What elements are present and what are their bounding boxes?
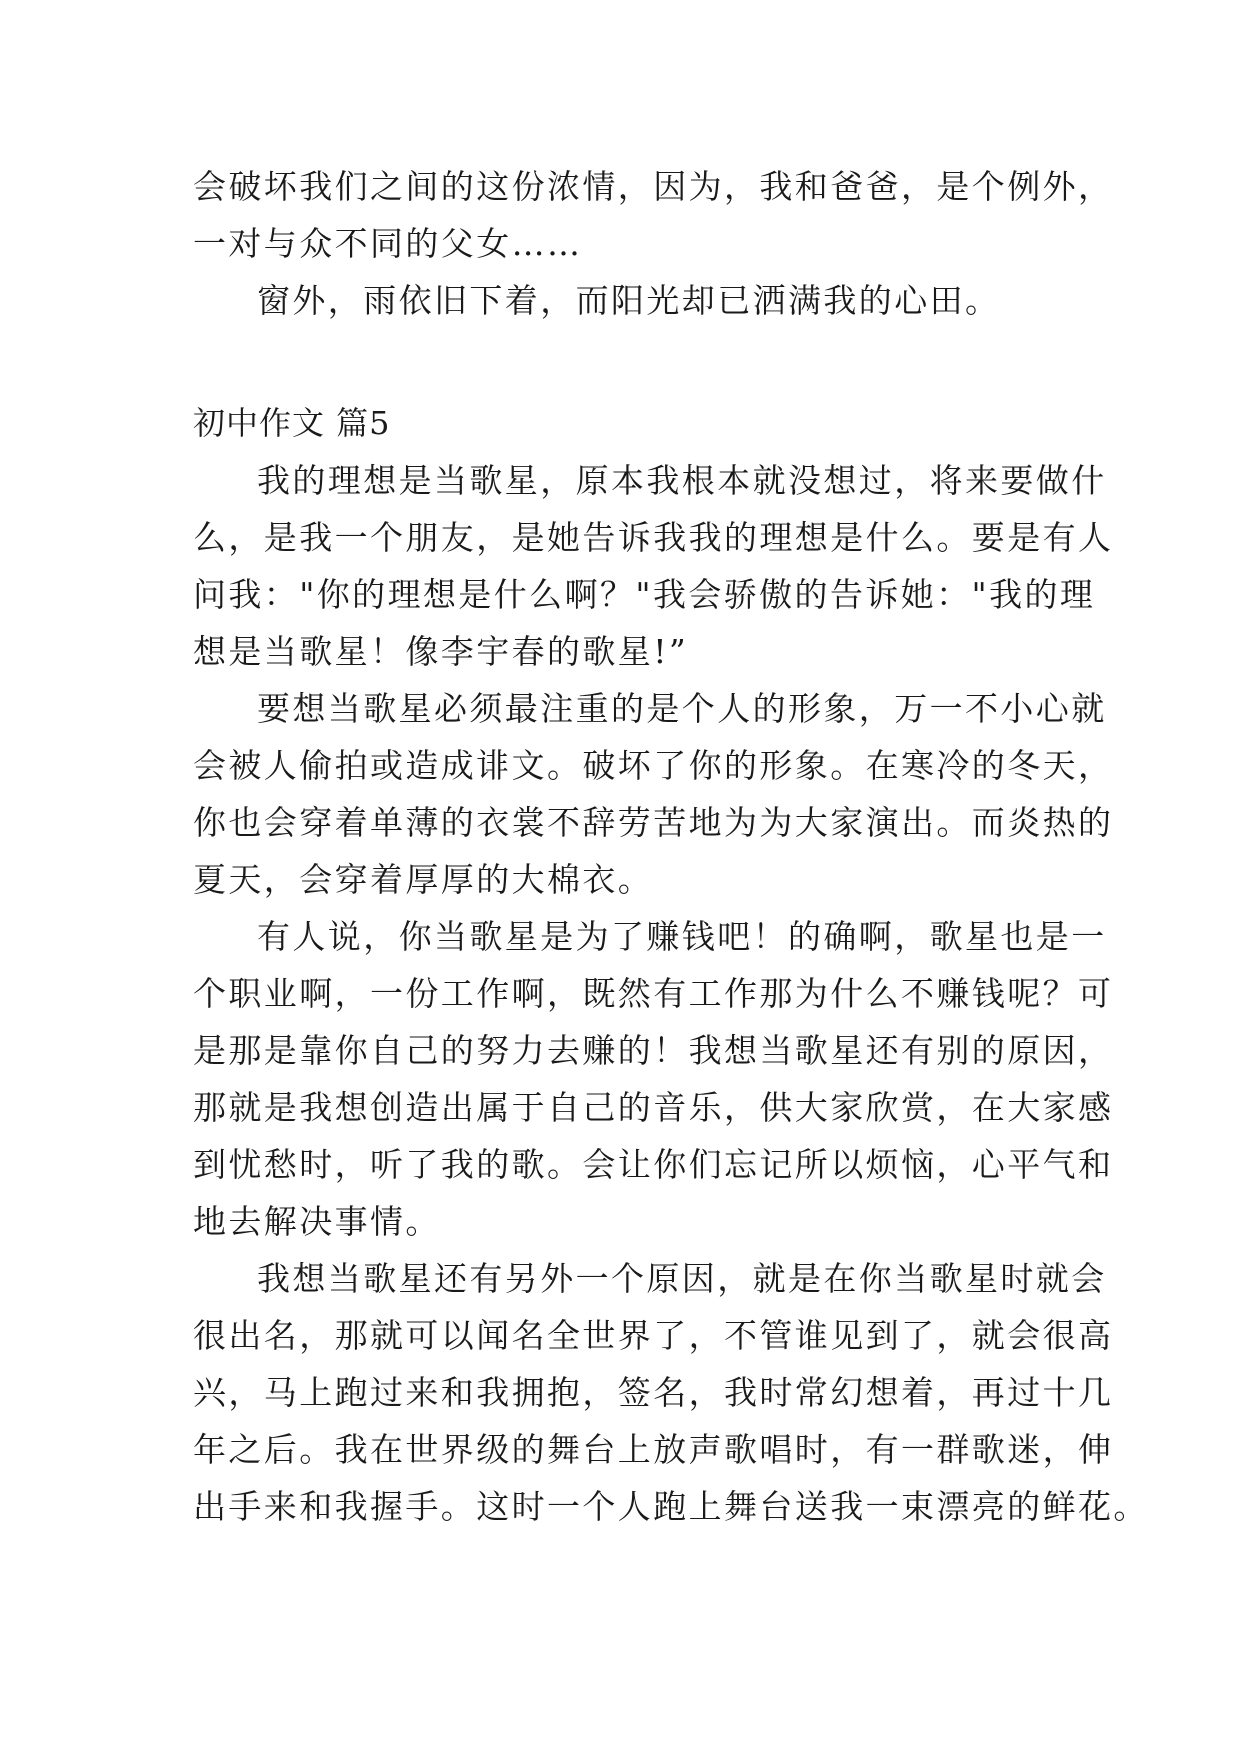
text-line: 有人说，你当歌星是为了赚钱吧！的确啊，歌星也是一 [257,917,1107,956]
paragraph [193,452,1114,680]
text-line: 兴，马上跑过来和我拥抱，签名，我时常幻想着，再过十几 [193,1373,1114,1412]
text-line: 出手来和我握手。这时一个人跑上舞台送我一束漂亮的鲜花。 [193,1487,1149,1526]
text-line: 个职业啊，一份工作啊，既然有工作那为什么不赚钱呢？可 [193,974,1114,1013]
text-line: 地去解决事情。 [193,1202,441,1241]
paragraph [193,1250,1149,1535]
paragraph [193,680,1114,908]
paragraph [193,908,1114,1250]
text-line: 窗外，雨依旧下着，而阳光却已洒满我的心田。 [257,281,1001,320]
text-line: 一对与众不同的父女…… [193,224,583,263]
text-line: 我的理想是当歌星，原本我根本就没想过，将来要做什 [257,461,1107,500]
section-heading: 初中作文 篇5 [193,404,391,442]
text-line: 会破坏我们之间的这份浓情，因为，我和爸爸，是个例外， [193,167,1114,206]
document-page [193,158,1149,1535]
text-line: 你也会穿着单薄的衣裳不辞劳苦地为为大家演出。而炎热的 [193,803,1114,842]
text-line: 我想当歌星还有另外一个原因，就是在你当歌星时就会 [257,1259,1107,1298]
text-line: 问我："你的理想是什么啊？"我会骄傲的告诉她："我的理 [193,575,1096,614]
section-gap [193,329,1053,395]
text-line: 会被人偷拍或造成诽文。破坏了你的形象。在寒冷的冬天， [193,746,1114,785]
text-line: 很出名，那就可以闻名全世界了，不管谁见到了，就会很高 [193,1316,1114,1355]
text-line: 那就是我想创造出属于自己的音乐，供大家欣赏，在大家感 [193,1088,1114,1127]
text-line: 想是当歌星！像李宇春的歌星!” [193,632,689,671]
text-line: 要想当歌星必须最注重的是个人的形象，万一不小心就 [257,689,1107,728]
text-line: 么，是我一个朋友，是她告诉我我的理想是什么。要是有人 [193,518,1114,557]
text-line: 年之后。我在世界级的舞台上放声歌唱时，有一群歌迷，伸 [193,1430,1114,1469]
text-line: 夏天，会穿着厚厚的大棉衣。 [193,860,654,899]
text-line: 到忧愁时，听了我的歌。会让你们忘记所以烦恼，心平气和 [193,1145,1114,1184]
text-line: 是那是靠你自己的努力去赚的！我想当歌星还有别的原因， [193,1031,1114,1070]
